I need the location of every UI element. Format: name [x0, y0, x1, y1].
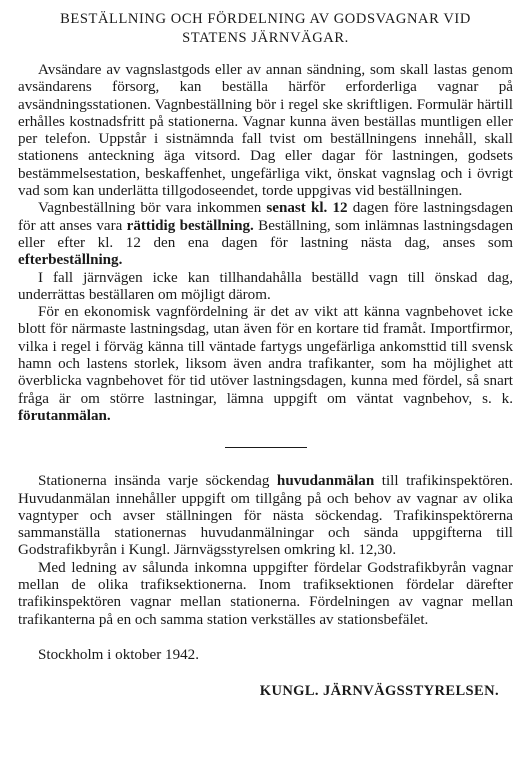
divider-line — [225, 447, 307, 448]
bold-advance-notice: förutanmälan. — [18, 407, 111, 424]
document-title — [18, 10, 513, 48]
text-span: Beställning, som inlämnas lastningsdagen eller efter kl. 12 den ena dagen för lastning nästa dag, anses som — [18, 217, 513, 251]
bold-late-order: efterbeställning. — [18, 252, 123, 269]
title-line-2: STATENS JÄRNVÄGAR. — [182, 30, 349, 46]
text-span: För en ekonomisk vagnfördelning är det av vikt att känna vagnbehovet icke blott för närmaste lastningsdag, utan även för en kortare tid framåt. Importfirmor, vilka i regel i förväg känna till väntade fartygs ungefärliga ankomsttid till svensk hamn och lastens storlek, liksom även andra trafikanter, som ha möjlighet att överblicka vagnbehovet för tid utöver lastningsdagen, kunna med fördel, så snart fråga är om större lastningar, lämna uppgift om väntat vagnbehov, s. k. — [18, 304, 513, 407]
section-ordering — [18, 62, 513, 425]
text-span: till trafikinspektören. Huvudanmälan innehåller uppgift om tillgång på och behov av vagnar av olika vagntyper och avser ställningen för nästa söckendag. Trafikinspektörerna sammanställa stationernas huvudanmälningar och sända uppgifterna till Godstrafikbyrån i Kungl. Järnvägsstyrelsen omkring kl. 12,30. — [18, 473, 514, 559]
text-span: dagen före lastningsdagen för att anses vara — [18, 200, 513, 234]
paragraph-advance-notice — [18, 304, 513, 425]
bold-main-report: huvudanmälan — [276, 473, 375, 490]
section-distribution — [18, 473, 513, 629]
bold-deadline: senast kl. 12 — [266, 200, 348, 217]
section-divider — [18, 433, 513, 463]
dateline: Stockholm i oktober 1942. — [38, 646, 199, 663]
paragraph-unavailable: I fall järnvägen icke kan tillhandahålla beställd vagn till önskad dag, underrättas beställaren om möjligt därom. — [18, 269, 513, 303]
text-span: Stationerna insända varje söckendag — [38, 473, 277, 490]
title-line-1: BESTÄLLNING OCH FÖRDELNING AV GODSVAGNAR VID — [60, 11, 471, 27]
paragraph-distribution: Med ledning av sålunda inkomna uppgifter fördelar Godstrafikbyrån vagnar mellan de olika trafiksektionerna. Inom trafiksektionen fördelar därefter trafikinspektören vagnar mellan stationerna. Fördelningen av vagnar mellan trafikanterna på en och samma station verkställes av stationsbefälet. — [18, 559, 513, 628]
text-span: Vagnbeställning bör vara inkommen — [38, 200, 267, 217]
bold-timely-order: rättidig beställning. — [126, 217, 254, 234]
paragraph-main-report — [18, 473, 513, 559]
paragraph-deadline — [18, 200, 513, 269]
paragraph-ordering-intro: Avsändare av vagnslastgods eller av annan sändning, som skall lastas genom avsändarens försorg, kan beställa härför erforderliga vagnar på avsändningsstationen. Vagnbeställning bör i regel ske skriftligen. Formulär härtill erhålles kostnadsfritt på stationerna. Vagnar kunna även beställas muntligen eller per telefon. Uppstår i sistnämnda fall tvist om beställningens innehåll, skall stationens anteckning äga vitsord. Dag eller dagar för lastningen, godsets bestämmelsestation, beskaffenhet, ungefärliga vikt, önskat vagnslag och i övrigt vad som kan underlätta tillgodoseendet, torde uppgivas vid beställningen. — [18, 62, 513, 200]
signature: KUNGL. JÄRNVÄGSSTYRELSEN. — [259, 682, 499, 699]
